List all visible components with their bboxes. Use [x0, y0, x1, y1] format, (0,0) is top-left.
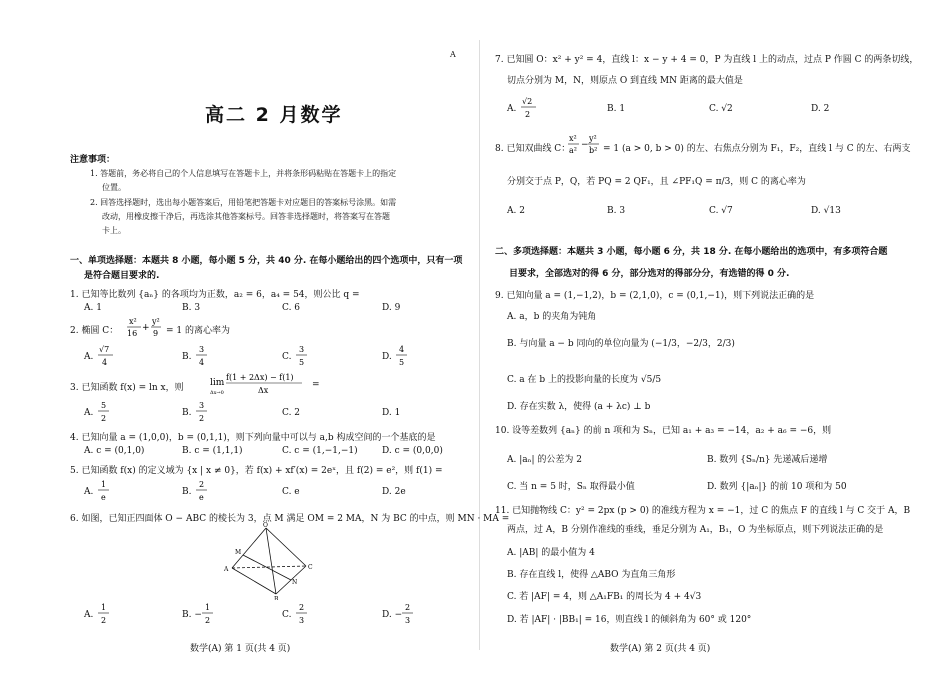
svg-text:Δx: Δx — [258, 386, 269, 395]
q4-option-a: A. c = (0,1,0) — [84, 446, 145, 456]
q3-option-a: A. — [84, 408, 94, 418]
q2-b-frac — [196, 343, 212, 369]
svg-text:1: 1 — [205, 603, 211, 612]
q8-option-c: C. √7 — [709, 206, 733, 216]
q11-option-c: C. 若 |AF| = 4，则 △A₁FB₁ 的周长为 4 + 4√3 — [507, 592, 702, 602]
svg-text:5: 5 — [399, 358, 405, 367]
svg-text:4: 4 — [199, 358, 205, 367]
q1-stem: 1. 已知等比数列 {aₙ} 的各项均为正数，a₂ = 6，a₄ = 54，则公比 q = — [70, 290, 360, 300]
svg-text:3: 3 — [299, 616, 305, 625]
footer-left: 数学(A) 第 1 页(共 4 页) — [190, 644, 291, 654]
notice-item-1b: 位置。 — [102, 183, 126, 192]
notice-item-2a: 2. 回答选择题时，选出每小题答案后，用铅笔把答题卡对应题目的答案标号涂黑。如需 — [90, 198, 397, 207]
q4-option-d: D. c = (0,0,0) — [382, 446, 443, 456]
q5-option-b: B. — [182, 487, 192, 497]
q9-option-d: D. 存在实数 λ，使得 (a + λc) ⊥ b — [507, 402, 651, 412]
svg-text:1: 1 — [101, 480, 107, 489]
notice-item-2b: 改动，用橡皮擦干净后，再选涂其他答案标号。回答非选择题时，将答案写在答题 — [102, 212, 390, 221]
q3-option-d: D. 1 — [382, 408, 401, 418]
q2-stem-post: = 1 的离心率为 — [166, 326, 230, 336]
q5-stem: 5. 已知函数 f(x) 的定义域为 {x | x ≠ 0}，若 f(x) + xf′(x) = 2eˣ，且 f(2) = e²，则 f(1) = — [70, 466, 443, 476]
svg-text:x²: x² — [569, 134, 577, 143]
svg-text:B: B — [274, 596, 279, 600]
svg-text:3: 3 — [405, 616, 411, 625]
q7-line1: 7. 已知圆 O：x² + y² = 4，直线 l：x − y + 4 = 0，P 为直线 l 上的动点，过点 P 作圆 C 的两条切线， — [495, 55, 919, 65]
q7-option-d: D. 2 — [811, 104, 830, 114]
notice-heading: 注意事项： — [70, 155, 116, 165]
column-divider — [479, 40, 480, 650]
section2-line2: 目要求，全部选对的得 6 分，部分选对的得部分分，有选错的得 0 分. — [509, 269, 790, 279]
svg-text:2: 2 — [199, 414, 205, 423]
q11-option-d: D. 若 |AF| · |BB₁| = 16，则直线 l 的倾斜角为 60° 或 120° — [507, 615, 752, 625]
q5-option-a: A. — [84, 487, 94, 497]
svg-text:2: 2 — [299, 603, 305, 612]
q3-a-frac — [98, 399, 114, 425]
section1-line1: 一、单项选择题：本题共 8 小题，每小题 5 分，共 40 分. 在每小题给出的四个选项中，只有一项 — [70, 256, 463, 266]
q9-option-b: B. 与向量 a − b 同向的单位向量为 (−1/3，−2/3，2/3) — [507, 339, 735, 349]
q1-option-a: A. 1 — [84, 303, 102, 313]
q3-b-frac — [196, 399, 212, 425]
svg-text:16: 16 — [127, 329, 138, 338]
q9-option-a: A. a，b 的夹角为钝角 — [507, 312, 597, 322]
q2-ellipse-fractions — [126, 316, 166, 338]
svg-text:1: 1 — [101, 603, 107, 612]
q8-line1a: 8. 已知双曲线 C： — [495, 144, 571, 154]
q5-b-frac — [196, 478, 212, 504]
svg-text:y²: y² — [152, 317, 160, 326]
q2-option-b: B. — [182, 352, 192, 362]
q3-option-b: B. — [182, 408, 192, 418]
svg-text:x²: x² — [129, 317, 137, 326]
svg-text:2: 2 — [525, 110, 531, 119]
notice-item-1a: 1. 答题前，务必将自己的个人信息填写在答题卡上，并将条形码粘贴在答题卡上的指定 — [90, 169, 397, 178]
q6-a-frac — [98, 601, 114, 627]
svg-text:4: 4 — [399, 345, 405, 354]
section2-line1: 二、多项选择题：本题共 3 小题，每小题 6 分，共 18 分. 在每小题给出的选项中，有多项符合题 — [495, 247, 888, 257]
q3-limit-expression — [210, 372, 310, 400]
svg-text:e: e — [101, 493, 106, 502]
q3-option-c: C. 2 — [282, 408, 301, 418]
q10-option-c: C. 当 n = 5 时，Sₙ 取得最小值 — [507, 482, 635, 492]
q6-option-d: D. − — [382, 610, 403, 620]
left-column — [60, 0, 510, 688]
q4-option-b: B. c = (1,1,1) — [182, 446, 243, 456]
svg-text:C: C — [308, 564, 313, 571]
q2-option-a: A. — [84, 352, 94, 362]
q7-option-b: B. 1 — [607, 104, 626, 114]
q2-stem-pre: 2. 椭圆 C： — [70, 326, 119, 336]
svg-text:−: − — [581, 140, 589, 150]
q10-option-a: A. |aₙ| 的公差为 2 — [507, 455, 582, 465]
svg-text:3: 3 — [199, 401, 205, 410]
section1-line2: 是符合题目要求的. — [84, 271, 160, 281]
q7-a-frac — [521, 95, 541, 121]
svg-text:b²: b² — [589, 146, 598, 155]
q8-hyperbola-fractions — [567, 133, 603, 157]
q7-line2: 切点分别为 M，N，则原点 O 到直线 MN 距离的最大值是 — [507, 76, 743, 86]
svg-text:5: 5 — [299, 358, 305, 367]
svg-text:3: 3 — [299, 345, 305, 354]
svg-text:5: 5 — [101, 401, 107, 410]
right-column — [495, 0, 919, 688]
q11-line1: 11. 已知抛物线 C：y² = 2px (p > 0) 的准线方程为 x = −1，过 C 的焦点 F 的直线 l 与 C 交于 A，B — [495, 506, 911, 516]
q5-a-frac — [98, 478, 114, 504]
svg-text:√2: √2 — [522, 97, 533, 106]
svg-text:O: O — [263, 522, 268, 529]
svg-text:9: 9 — [153, 329, 159, 338]
svg-text:N: N — [292, 579, 298, 586]
notice-item-2c: 卡上。 — [102, 226, 126, 235]
q8-line1b: = 1 (a > 0, b > 0) 的左、右焦点分别为 F₁，F₂，直线 l 与 C 的左、右两支 — [603, 144, 911, 154]
svg-text:√7: √7 — [99, 345, 110, 354]
q6-c-frac — [296, 601, 312, 627]
svg-text:Δx→0: Δx→0 — [210, 390, 224, 396]
q11-line2: 两点，过 A，B 分别作准线的垂线，垂足分别为 A₁，B₁，O 为坐标原点，则下列说法正确的是 — [507, 525, 884, 535]
q1-option-b: B. 3 — [182, 303, 201, 313]
svg-text:2: 2 — [405, 603, 411, 612]
q5-option-d: D. 2e — [382, 487, 406, 497]
q9-stem: 9. 已知向量 a = (1,−1,2)，b = (2,1,0)，c = (0,1,−1)，则下列说法正确的是 — [495, 291, 815, 301]
q7-option-c: C. √2 — [709, 104, 733, 114]
q2-option-d: D. — [382, 352, 392, 362]
q1-option-c: C. 6 — [282, 303, 301, 313]
q6-option-c: C. — [282, 610, 292, 620]
svg-text:2: 2 — [199, 480, 205, 489]
q9-option-c: C. a 在 b 上的投影向量的长度为 √5/5 — [507, 375, 662, 385]
svg-text:3: 3 — [199, 345, 205, 354]
q2-d-frac — [396, 343, 412, 369]
q3-stem-post: = — [312, 380, 320, 390]
q7-option-a: A. — [507, 104, 517, 114]
svg-text:+: + — [142, 323, 150, 333]
svg-text:2: 2 — [205, 616, 211, 625]
tetrahedron-figure — [220, 522, 320, 600]
svg-text:f(1 + 2Δx) − f(1): f(1 + 2Δx) − f(1) — [226, 373, 294, 382]
q4-stem: 4. 已知向量 a = (1,0,0)，b = (0,1,1)，则下列向量中可以与 a,b 构成空间的一个基底的是 — [70, 433, 436, 443]
q6-d-frac — [402, 601, 418, 627]
q10-option-d: D. 数列 {|aₙ|} 的前 10 项和为 50 — [707, 482, 847, 492]
svg-text:A: A — [224, 566, 229, 573]
svg-text:M: M — [235, 549, 242, 556]
svg-text:e: e — [199, 493, 204, 502]
q8-option-a: A. 2 — [507, 206, 525, 216]
q8-line2: 分别交于点 P，Q，若 PQ = 2 QF₁，且 ∠PF₁Q = π/3，则 C 的离心率为 — [507, 177, 806, 187]
svg-text:2: 2 — [101, 414, 107, 423]
svg-text:a²: a² — [569, 146, 577, 155]
q6-b-frac — [202, 601, 218, 627]
q10-option-b: B. 数列 {Sₙ/n} 先递减后递增 — [707, 455, 828, 465]
footer-right: 数学(A) 第 2 页(共 4 页) — [610, 644, 711, 654]
q2-c-frac — [296, 343, 312, 369]
q6-stem: 6. 如图，已知正四面体 O − ABC 的棱长为 3，点 M 满足 OM = 2 MA，N 为 BC 的中点，则 MN · MA = — [70, 514, 510, 524]
q8-option-b: B. 3 — [607, 206, 626, 216]
page-title: 高二 2 月数学 — [205, 104, 343, 126]
svg-text:4: 4 — [102, 358, 108, 367]
q5-option-c: C. e — [282, 487, 300, 497]
q2-option-c: C. — [282, 352, 292, 362]
q11-option-a: A. |AB| 的最小值为 4 — [507, 548, 595, 558]
q4-option-c: C. c = (1,−1,−1) — [282, 446, 358, 456]
q8-option-d: D. √13 — [811, 206, 841, 216]
svg-text:2: 2 — [101, 616, 107, 625]
version-label: A — [450, 50, 456, 59]
q2-a-frac — [98, 343, 118, 369]
svg-text:lim: lim — [210, 378, 225, 388]
q6-option-b: B. − — [182, 610, 202, 620]
q3-stem-pre: 3. 已知函数 f(x) = ln x，则 — [70, 383, 184, 393]
q10-stem: 10. 设等差数列 {aₙ} 的前 n 项和为 Sₙ，已知 a₁ + a₃ = −14，a₂ + a₆ = −6，则 — [495, 426, 832, 436]
q11-option-b: B. 存在直线 l，使得 △ABO 为直角三角形 — [507, 570, 676, 580]
q6-option-a: A. — [84, 610, 94, 620]
q1-option-d: D. 9 — [382, 303, 401, 313]
svg-text:y²: y² — [589, 134, 597, 143]
